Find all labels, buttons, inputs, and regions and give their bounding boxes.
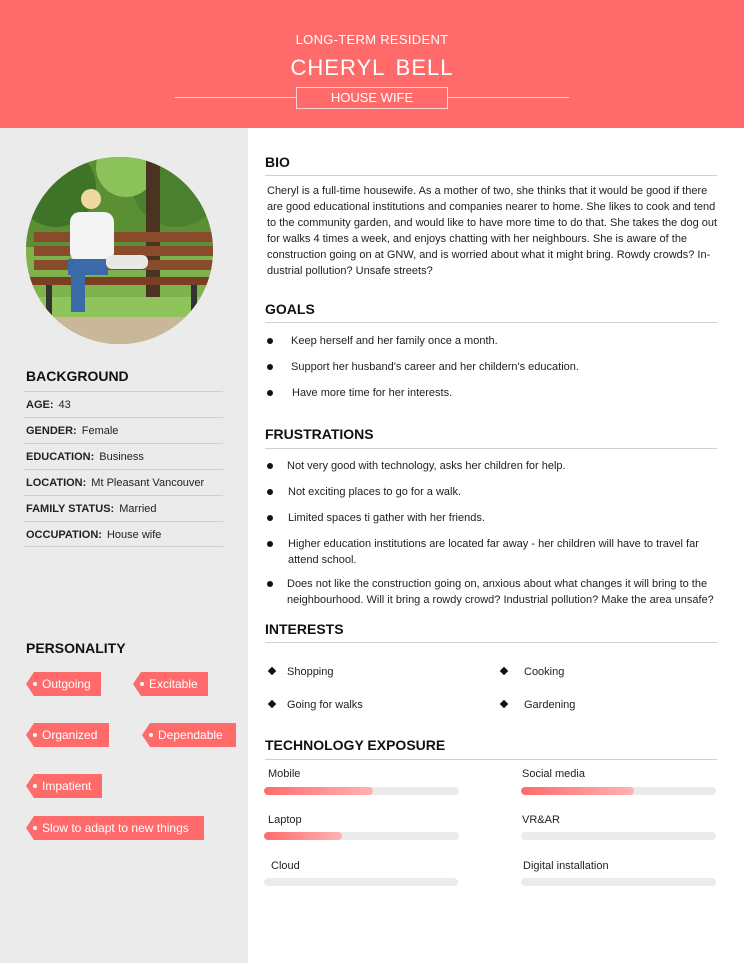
background-key: EDUCATION: (26, 451, 95, 463)
personality-tag (142, 723, 236, 747)
background-family-status (24, 495, 223, 521)
personality-tag-label: Outgoing (42, 677, 91, 691)
background-value: 43 (58, 399, 71, 411)
header-divider-left (175, 97, 296, 98)
bio-divider (265, 175, 717, 176)
background-location (24, 469, 223, 495)
park-bench-photo-illustration (26, 157, 213, 344)
personality-tag (26, 672, 101, 696)
background-key: OCCUPATION: (26, 529, 102, 541)
background-key: LOCATION: (26, 477, 87, 489)
tech-bar-track (264, 878, 458, 886)
bio-text: Cheryl is a full-time housewife. As a mother of two, she thinks that it would be good if there are good educational institutions and companies nearer to home. She likes to cook and tend to the community garden, and would like to have more time to do that. She takes the dog out for walks 4 times a week, and enjoys chatting with her neighbours. She is aware of the construction going on at GNW, and is worried about what it might bring. Rowdy crowds? In-dustrial pollution? Unsafe streets? (267, 185, 718, 277)
goal-item: Keep herself and her family once a month. (267, 333, 717, 349)
background-key: FAMILY STATUS: (26, 503, 115, 515)
persona-photo (26, 157, 213, 344)
background-gender (24, 417, 223, 443)
background-education (24, 443, 223, 469)
personality-heading: PERSONALITY (26, 640, 126, 656)
frustration-item: Limited spaces ti gather with her friends. (267, 510, 717, 526)
persona-subtitle: LONG-TERM RESIDENT (295, 32, 449, 47)
frustrations-heading: FRUSTRATIONS (265, 426, 374, 442)
tech-label: Mobile (268, 768, 301, 780)
personality-tag (133, 672, 208, 696)
personality-tag (26, 816, 204, 840)
technology-divider (265, 759, 717, 760)
frustrations-divider (265, 448, 717, 449)
personality-tag-label: Dependable (158, 728, 223, 742)
tech-bar-track (521, 832, 716, 840)
technology-heading: TECHNOLOGY EXPOSURE (265, 737, 446, 753)
tech-bar-track (521, 878, 716, 886)
tech-bar-track (264, 832, 459, 840)
background-value: Mt Pleasant Vancouver (91, 477, 205, 489)
personality-tag-label: Impatient (42, 779, 92, 793)
interests-divider (265, 642, 717, 643)
tech-bar-track (521, 787, 716, 795)
tech-bar-fill (264, 787, 373, 795)
frustration-item: Not very good with technology, asks her children for help. (267, 458, 717, 474)
tech-label: VR&AR (522, 814, 560, 826)
background-key: AGE: (26, 399, 54, 411)
background-list (24, 391, 223, 547)
background-key: GENDER: (26, 425, 77, 437)
header-divider-right (448, 97, 569, 98)
background-value: Married (119, 503, 157, 515)
interest-item: Shopping (269, 666, 334, 678)
personality-tag-label: Organized (42, 728, 98, 742)
personality-tag (26, 774, 102, 798)
interests-heading: INTERESTS (265, 621, 344, 637)
personality-tag (26, 723, 109, 747)
goals-heading: GOALS (265, 301, 315, 317)
background-age (24, 391, 223, 417)
goals-divider (265, 322, 717, 323)
bio-heading: BIO (265, 154, 290, 170)
goal-item: Support her husband's career and her childern's education. (267, 359, 717, 375)
interest-item: Gardening (501, 699, 575, 711)
background-value: House wife (106, 529, 162, 541)
tech-label: Social media (522, 768, 585, 780)
tech-label: Cloud (271, 860, 300, 872)
background-value: Female (81, 425, 119, 437)
background-occupation (24, 521, 223, 547)
background-value: Business (99, 451, 144, 463)
frustration-item: Higher education institutions are located far away - her children will have to travel far attend school. (267, 536, 717, 568)
persona-role: HOUSE WIFE (296, 87, 448, 109)
goal-item: Have more time for her interests. (267, 385, 717, 401)
header-banner (0, 0, 744, 128)
tech-bar-fill (264, 832, 342, 840)
personality-tag-label: Excitable (149, 677, 198, 691)
tech-bar-track (264, 787, 459, 795)
persona-name: CHERYL BELL (290, 55, 454, 80)
tech-bar-fill (521, 787, 634, 795)
tech-label: Digital installation (523, 860, 609, 872)
personality-tag-label: Slow to adapt to new things (42, 821, 189, 835)
interest-item: Cooking (501, 666, 564, 678)
interest-item: Going for walks (269, 699, 363, 711)
tech-label: Laptop (268, 814, 302, 826)
frustration-item: Not exciting places to go for a walk. (267, 484, 717, 500)
background-heading: BACKGROUND (26, 368, 129, 384)
frustration-item: Does not like the construction going on, anxious about what changes it will bring to the neighbourhood. Will it bring a rowdy crowd? Industrial pollution? Make the area unsafe? (267, 576, 719, 608)
